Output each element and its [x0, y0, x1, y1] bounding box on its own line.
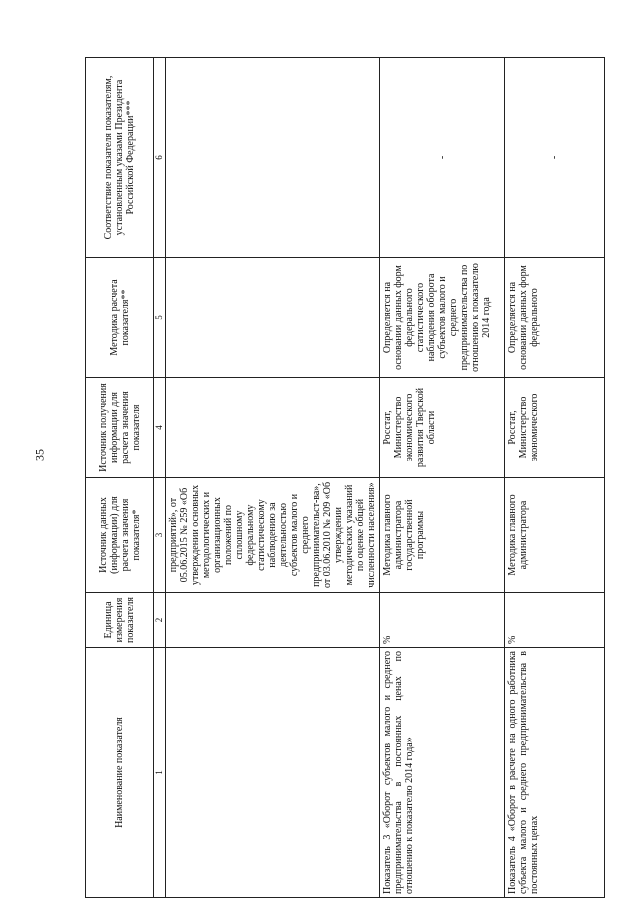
header-row [86, 58, 154, 898]
cell-match: - [505, 58, 605, 258]
cell-name: Показатель 3 «Оборот субъектов малого и среднего предпринимательства в постоянных ценах по отношению к показателю 2014 года» [380, 648, 505, 898]
table-row [505, 58, 605, 898]
cell-source: Методика главного администратора государственной программы [380, 478, 505, 593]
header-match: Соответствие показателя показателям, установленным указами Президента Российской Федерации*** [86, 58, 154, 258]
col-number: 4 [154, 378, 166, 478]
cell-match [166, 58, 380, 258]
header-method: Методика расчета показателя** [86, 258, 154, 378]
col-number: 6 [154, 58, 166, 258]
rotated-table-container [85, 58, 605, 898]
cell-name [166, 648, 380, 898]
cell-method: Определяется на основании данных форм федерального [505, 258, 605, 378]
cell-method [166, 258, 380, 378]
header-name: Наименование показателя [86, 648, 154, 898]
page-number: 35 [32, 449, 47, 461]
indicator-table [85, 57, 605, 898]
cell-unit [166, 593, 380, 648]
cell-unit: % [380, 593, 505, 648]
col-number: 3 [154, 478, 166, 593]
header-origin: Источник получения информации для расчета значения показателя [86, 378, 154, 478]
header-unit: Единица измерения показателя [86, 593, 154, 648]
col-number: 1 [154, 648, 166, 898]
cell-unit: % [505, 593, 605, 648]
col-number: 2 [154, 593, 166, 648]
cell-name: Показатель 4 «Оборот в расчете на одного работника субъекта малого и среднего предпринимательства в постоянных ценах [505, 648, 605, 898]
cell-source: предприятий», от 05.06.2015 № 259 «Об утверждении основных методологических и организационных положений по сплошному федеральному статистическому наблюдению за деятельностью субъектов малого и среднего предпринимательст-ва», от 03.06.2010 № 209 «Об утверждении методических указаний по оценке общей численности населения» [166, 478, 380, 593]
cell-origin: Росстат, Министерство экономического развития Тверской области [380, 378, 505, 478]
cell-origin [166, 378, 380, 478]
cell-method: Определяется на основании данных форм федерального статистического наблюдения оборота субъектов малого и среднего предпринимательства по отношению к показателю 2014 года [380, 258, 505, 378]
cell-origin: Росстат, Министерство экономического [505, 378, 605, 478]
header-source: Источник данных (информации) для расчета значения показателя* [86, 478, 154, 593]
col-number: 5 [154, 258, 166, 378]
cell-match: - [380, 58, 505, 258]
column-number-row [154, 58, 166, 898]
table-row [380, 58, 505, 898]
table-row [166, 58, 380, 898]
cell-source: Методика главного администратора [505, 478, 605, 593]
